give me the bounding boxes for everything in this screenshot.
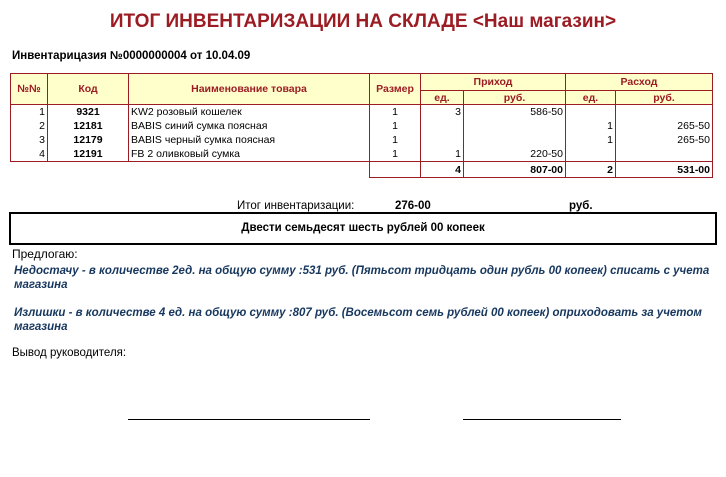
row-num: 1 xyxy=(11,105,48,120)
row-size: 1 xyxy=(370,105,421,120)
header-name: Наименование товара xyxy=(129,74,370,105)
header-code: Код xyxy=(48,74,129,105)
surplus-proposal: Излишки - в количестве 4 ед. на общую сумму :807 руб. (Восемьсот семь рублей 00 копеек) оприходовать за учетом магазина xyxy=(14,307,702,333)
row-name: FB 2 оливковый сумка xyxy=(129,147,370,162)
total-income-qty: 4 xyxy=(421,162,464,178)
row-num: 3 xyxy=(11,133,48,147)
signature-line-name xyxy=(463,419,621,420)
row-expense-qty xyxy=(566,105,616,120)
header-income-units: ед. xyxy=(421,91,464,105)
table-row xyxy=(11,147,713,162)
row-name: KW2 розовый кошелек xyxy=(129,105,370,120)
row-expense-sum: 265-50 xyxy=(616,119,713,133)
row-income-qty: 1 xyxy=(421,147,464,162)
row-num: 2 xyxy=(11,119,48,133)
row-income-qty xyxy=(421,133,464,147)
row-code: 12179 xyxy=(48,133,129,147)
table-row xyxy=(11,119,713,133)
row-income-sum xyxy=(464,133,566,147)
summary-value: 276-00 xyxy=(395,200,431,212)
row-income-sum xyxy=(464,119,566,133)
row-code: 9321 xyxy=(48,105,129,120)
proposal-label: Предлогаю: xyxy=(12,247,78,261)
row-expense-sum xyxy=(616,147,713,162)
row-code: 12181 xyxy=(48,119,129,133)
totals-row xyxy=(11,162,713,178)
amount-in-words-box xyxy=(9,212,717,245)
row-expense-sum xyxy=(616,105,713,120)
row-size: 1 xyxy=(370,133,421,147)
summary-label: Итог инвентаризации: xyxy=(237,200,355,212)
header-expense-units: ед. xyxy=(566,91,616,105)
row-size: 1 xyxy=(370,119,421,133)
total-income-sum: 807-00 xyxy=(464,162,566,178)
row-name: BABIS черный сумка поясная xyxy=(129,133,370,147)
total-expense-sum: 531-00 xyxy=(616,162,713,178)
manager-conclusion-label: Вывод руководителя: xyxy=(12,347,127,359)
header-num: №№ xyxy=(11,74,48,105)
header-income: Приход xyxy=(421,74,566,91)
header-expense-rub: руб. xyxy=(616,91,713,105)
row-income-sum: 220-50 xyxy=(464,147,566,162)
row-income-qty xyxy=(421,119,464,133)
signature-line xyxy=(128,419,370,420)
table-row xyxy=(11,133,713,147)
header-size: Размер xyxy=(370,74,421,105)
row-income-sum: 586-50 xyxy=(464,105,566,120)
row-size: 1 xyxy=(370,147,421,162)
header-income-rub: руб. xyxy=(464,91,566,105)
row-code: 12191 xyxy=(48,147,129,162)
header-expense: Расход xyxy=(566,74,713,91)
document-title: ИТОГ ИНВЕНТАРИЗАЦИИ НА СКЛАДЕ <Наш магазин> xyxy=(109,11,617,32)
shortage-proposal: Недостачу - в количестве 2ед. на общую сумму :531 руб. (Пятьсот тридцать один рубль 00 копеек) списать с учета магазина xyxy=(14,265,710,291)
total-expense-qty: 2 xyxy=(566,162,616,178)
row-expense-qty: 1 xyxy=(566,133,616,147)
row-name: BABIS синий сумка поясная xyxy=(129,119,370,133)
summary-currency: руб. xyxy=(569,200,593,212)
row-num: 4 xyxy=(11,147,48,162)
row-income-qty: 3 xyxy=(421,105,464,120)
row-expense-qty xyxy=(566,147,616,162)
row-expense-qty: 1 xyxy=(566,119,616,133)
inventory-number: Инвентарицазия №0000000004 от 10.04.09 xyxy=(12,50,251,62)
amount-in-words: Двести семьдесят шесть рублей 00 копеек xyxy=(241,222,485,234)
inventory-table xyxy=(10,73,713,178)
table-row xyxy=(11,105,713,120)
row-expense-sum: 265-50 xyxy=(616,133,713,147)
